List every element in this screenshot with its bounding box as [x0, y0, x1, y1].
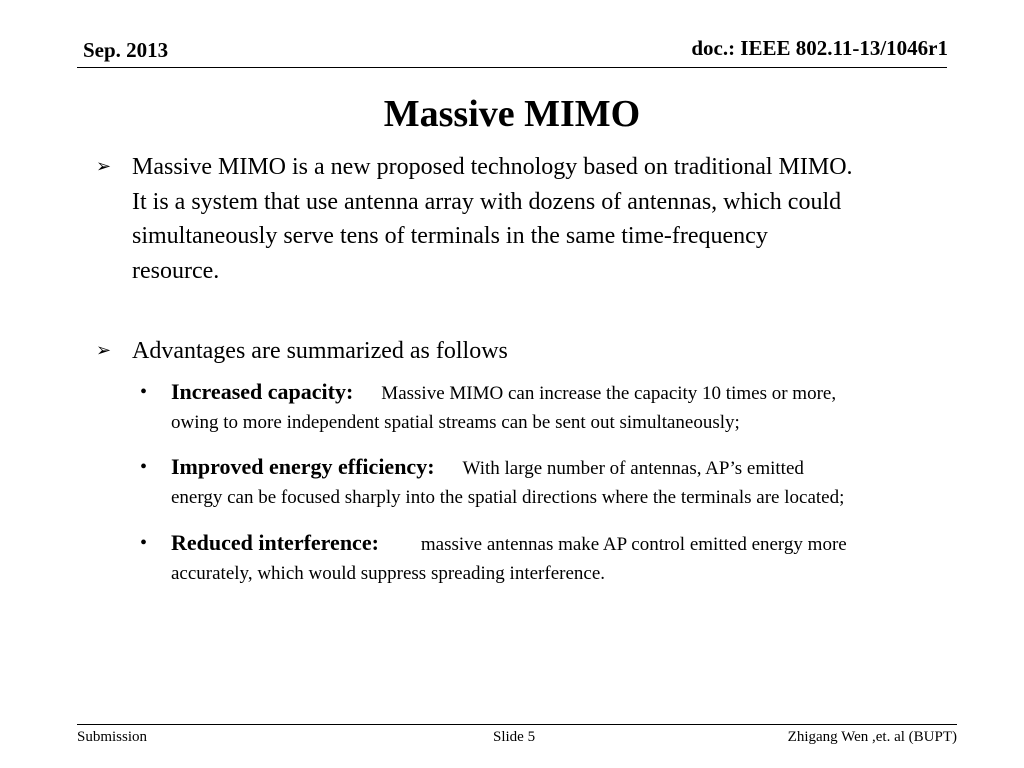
arrow-bullet-icon: ➢ — [96, 156, 112, 177]
sub-bullet-body: Massive MIMO can increase the capacity 10 times or more, — [381, 383, 837, 404]
header-divider — [77, 67, 947, 68]
bullet-line: resource. — [132, 257, 220, 284]
slide-title: Massive MIMO — [383, 93, 641, 135]
sub-bullet-body: accurately, which would suppress spreading interference. — [171, 563, 606, 584]
bullet-text — [132, 334, 996, 369]
header-date: Sep. 2013 — [83, 38, 169, 62]
sub-bullet-body: energy can be focused sharply into the spatial directions where the terminals are located; — [171, 487, 845, 508]
sub-bullet-body: owing to more independent spatial streams can be sent out simultaneously; — [171, 412, 740, 433]
sub-bullet-text — [171, 378, 990, 437]
footer-author: Zhigang Wen ,et. al (BUPT) — [787, 729, 957, 745]
dot-bullet-icon: • — [140, 532, 148, 554]
sub-bullet-label: Reduced interference: — [171, 530, 379, 555]
footer-divider — [77, 724, 957, 725]
sub-bullet-body: massive antennas make AP control emitted energy more — [420, 534, 847, 555]
bullet-line: It is a system that use antenna array with dozens of antennas, which could — [132, 188, 842, 215]
sub-bullet-label: Improved energy efficiency: — [171, 454, 435, 479]
sub-bullet-label: Increased capacity: — [171, 379, 354, 404]
sub-bullet-increased-capacity — [140, 378, 990, 437]
sub-bullet-reduced-interference — [140, 529, 990, 588]
sub-bullet-improved-energy-efficiency — [140, 453, 990, 512]
header-doc-id: doc.: IEEE 802.11-13/1046r1 — [691, 36, 948, 60]
sub-bullet-body: With large number of antennas, AP’s emitted — [462, 458, 804, 479]
footer-submission: Submission — [77, 729, 148, 745]
footer-slide-number: Slide 5 — [493, 729, 536, 745]
sub-bullet-text — [171, 453, 990, 512]
bullet-text — [132, 150, 996, 288]
sub-bullet-text — [171, 529, 990, 588]
dot-bullet-icon: • — [140, 381, 148, 403]
bullet-line: simultaneously serve tens of terminals in the same time-frequency — [132, 223, 768, 249]
dot-bullet-icon: • — [140, 456, 148, 478]
arrow-bullet-icon: ➢ — [96, 340, 112, 361]
bullet-line: Advantages are summarized as follows — [132, 338, 508, 364]
bullet-massive-mimo-definition — [96, 150, 996, 288]
bullet-advantages — [96, 334, 996, 369]
bullet-line: Massive MIMO is a new proposed technology based on traditional MIMO. — [132, 154, 853, 180]
